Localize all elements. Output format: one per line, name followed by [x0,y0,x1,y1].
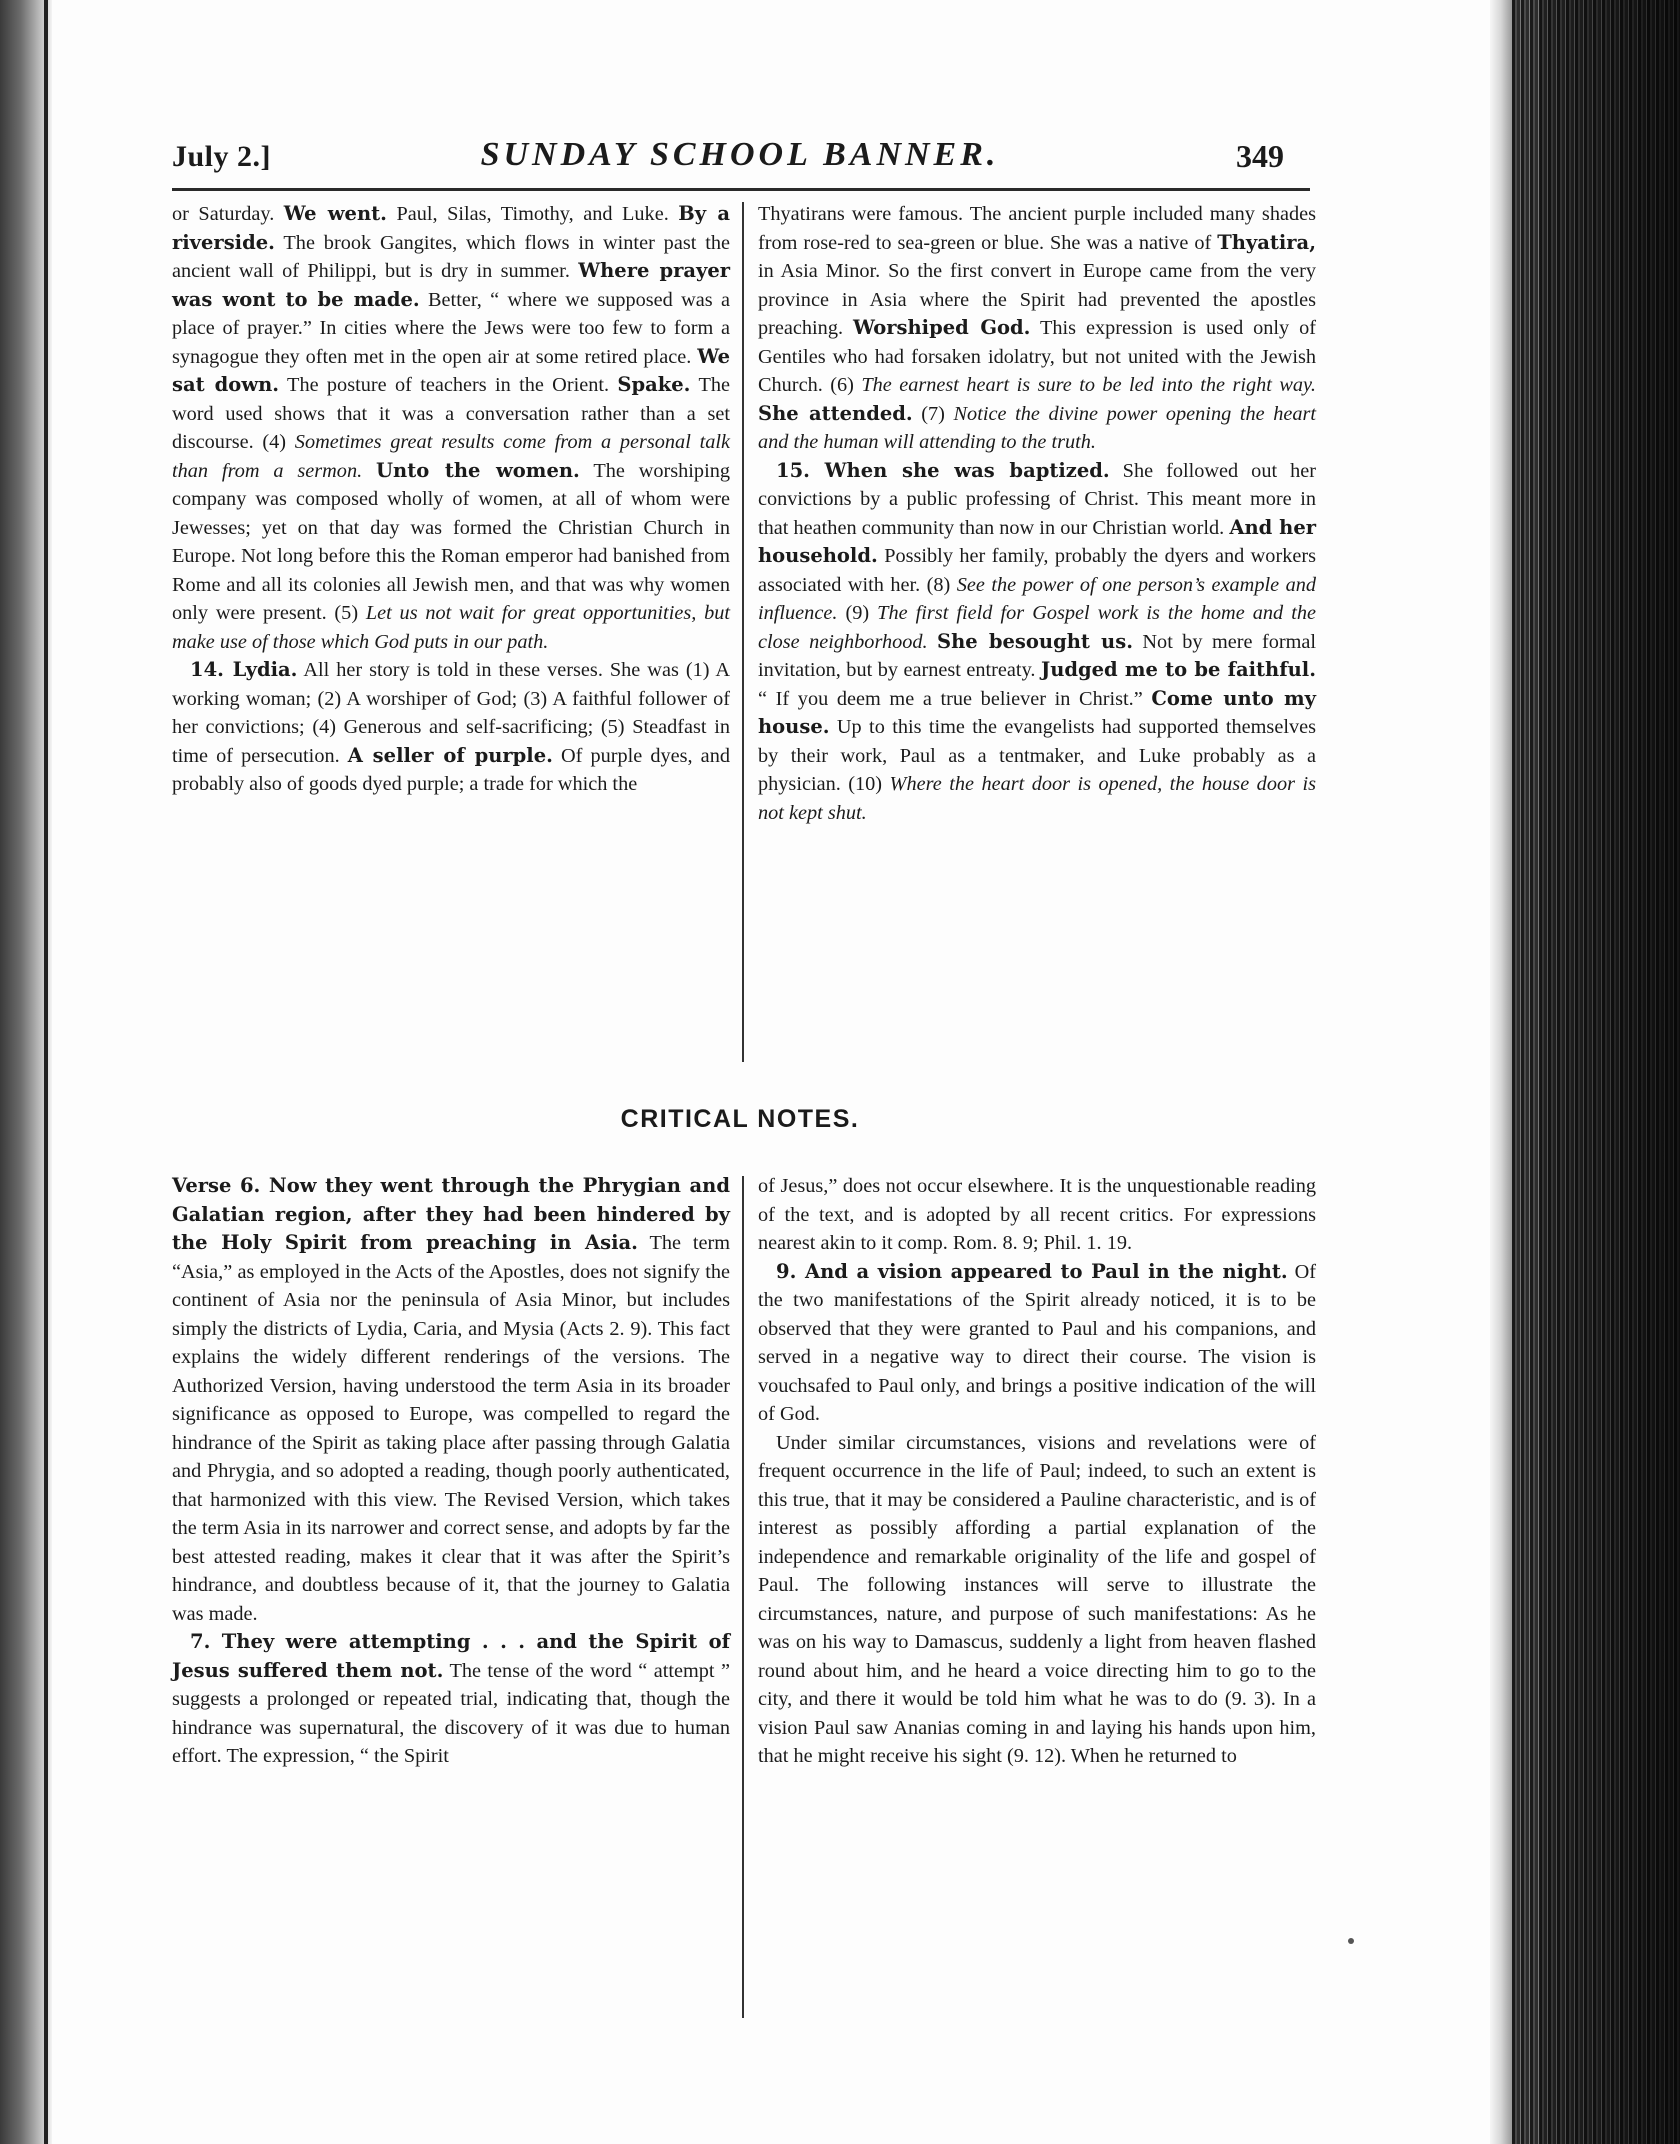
bold-run: She attended. [758,401,913,425]
paragraph [758,1258,1316,1429]
text-run: of Jesus,” does not occur elsewhere. It is the unquestionable reading of the text, and is adopted by all recent critics. For expressions nearest akin to it comp. Rom. 8. 9; Phil. 1. 19. [758,1175,1316,1254]
bold-run: Thyatira, [1217,230,1316,254]
paragraph [758,457,1316,828]
bold-run: 14. Lydia. [190,658,298,681]
bold-run: We went. [283,202,387,225]
italic-run: Notice the divine power opening the heart and the human will attending to the truth. [758,402,1317,453]
italic-run: Let us not wait for great opportunities, but make use of those which God puts in our path. [172,602,730,653]
text-run: Possibly her family, probably the dyers and workers associated with her. (8) [758,545,1316,596]
header-date: July 2.] [172,140,272,173]
text-run: Paul, Silas, Timothy, and Luke. [386,203,679,225]
text-run: in Asia Minor. So the first convert in Europe came from the very province in Asia where the Spirit had prevented the apostles preaching. [758,260,1316,339]
bold-run: We sat down. [172,344,730,396]
text-run: The word used shows that it was a conversation rather than a set discourse. (4) [172,374,730,453]
book-page-stack-shadow [1540,0,1680,2144]
right-column-top [758,200,1316,827]
section-heading: CRITICAL NOTES. [620,1105,860,1133]
italic-run: The first field for Gospel work is the home and the close neighborhood. [758,602,1316,653]
page-number: 349 [1236,138,1284,174]
text-run: (7) [912,402,954,425]
text-run: The brook Gangites, which flows in winter past the ancient wall of Philippi, but is dry in summer. [172,231,730,282]
text-run: All her story is told in these verses. She was (1) A working woman; (2) A worshiper of God; (3) A faithful follower of her convictions; (4) Generous and self-sacrificing; (5) Steadfast in time of persecution. [172,659,730,767]
text-run: Not by mere formal invitation, but by earnest entreaty. [758,630,1316,681]
left-column-top [172,200,730,799]
bold-run: She besought us. [937,629,1133,653]
text-run: Thyatirans were famous. The ancient purple included many shades from rose-red to sea-green or blue. She was a native of [758,203,1316,254]
bold-run: A seller of purple. [347,743,553,767]
italic-run: See the power of one person’s example and influence. [758,573,1316,624]
text-run: The term “Asia,” as employed in the Acts of the Apostles, does not signify the continent of Asia nor the peninsula of Asia Minor, but includes simply the districts of Lydia, Caria, and Mysia (Acts 2. 9). This fact explains the widely different renderings of the versions. The Authorized Version, having understood the term Asia in its broader significance as opposed to Europe, was compelled to regard the hindrance of the Spirit as taking place after passing through Galatia and Phrygia, and so adopted a reading, though poorly authenticated, that harmonized with this view. The Revised Version, which takes the term Asia in its narrower and correct sense, and adopts by far the best attested reading, makes it clear that it was after the Spirit’s hindrance, and doubtless because of it, that the journey to Galatia was made. [172,1232,730,1625]
text-run: Better, “ where we supposed was a place of prayer.” In cities where the Jews were too few to form a synagogue they often met in the open air at some retired place. [172,288,730,368]
text-run: Of purple dyes, and probably also of goods dyed purple; a trade for which the [172,744,730,795]
bold-run: Verse 6. Now they went through the Phrygian and Galatian region, after they had been hindered by the Holy Spirit from preaching in Asia. [172,1174,730,1254]
text-run: The worshiping company was composed wholly of women, at all of whom were Jewesses; yet on that day was formed the Christian Church in Europe. Not long before this the Roman emperor had banished from Rome and all its colonies all Jewish men, and that was why women only were present. (5) [172,459,730,624]
bold-run: Worshiped God. [852,316,1031,339]
italic-run: Where the heart door is opened, the house door is not kept shut. [758,773,1316,824]
text-run: “ If you deem me a true believer in Christ.” [758,687,1152,710]
italic-run: The earnest heart is sure to be led into the right way. [861,374,1316,396]
column-divider-bottom [742,1176,744,2018]
text-run: or Saturday. [172,203,284,225]
bold-run: Spake. [617,373,691,396]
text-run: She followed out her convictions by a public professing of Christ. This meant more in that heathen community than now in our Christian world. [758,459,1316,539]
binding-shadow-line [44,0,48,2144]
bold-run: Unto the women. [376,458,580,482]
bold-run: By a riverside. [172,202,730,254]
text-run: (9) [837,602,878,624]
bold-run: Where prayer was wont to be made. [172,259,731,311]
bold-run: Come unto my house. [758,686,1317,738]
bold-run: 15. When she was baptized. [776,458,1110,482]
paragraph [758,1172,1316,1258]
paragraph [172,656,730,799]
text-run: The posture of teachers in the Orient. [279,374,618,396]
header-rule [172,188,1310,191]
page-edge-right [1490,0,1512,2144]
bold-run: Judged me to be faithful. [1040,658,1316,681]
paragraph [172,200,730,656]
paragraph [758,200,1316,457]
text-run: This expression is used only of Gentiles who had forsaken idolatry, but not united with the Jewish Church. (6) [758,317,1316,396]
right-column-bottom [758,1172,1316,1771]
paragraph [172,1172,730,1628]
text-run [928,631,937,653]
header-title: SUNDAY SCHOOL BANNER. [480,136,1000,173]
bold-run: 7. They were attempting . . . and the Spirit of Jesus suffered them not. [172,1630,730,1682]
paragraph [758,1429,1316,1771]
print-speck [1348,1938,1354,1944]
bold-run: 9. And a vision appeared to Paul in the night. [776,1259,1288,1283]
italic-run: Sometimes great results come from a personal talk than from a sermon. [172,431,730,482]
bold-run: And her household. [758,515,1316,567]
column-divider-top [742,202,744,1062]
paragraph [172,1628,730,1771]
text-run: Under similar circumstances, visions and revelations were of frequent occurrence in the life of Paul; indeed, to such an extent is this true, that it may be considered a Pauline characteristic, and is of interest as possibly affording a partial explanation of the independence and remarkable originality of the life and gospel of Paul. The following instances will serve to illustrate the circumstances, nature, and purpose of such manifestations: As he was on his way to Damascus, suddenly a light from heaven flashed round about him, and he heard a voice directing him to go to the city, and there it would be told him what he was to do (9. 3). In a vision Paul saw Ananias coming in and laying his hands upon him, that he might receive his sight (9. 12). When he returned to [758,1431,1316,1767]
text-run: The tense of the word “ attempt ” suggests a prolonged or repeated trial, indicating that, though the hindrance was supernatural, the discovery of it was due to human effort. The expression, “ the Spirit [172,1659,730,1767]
text-run: Up to this time the evangelists had supported themselves by their work, Paul as a tentmaker, and Luke probably as a physician. (10) [758,716,1316,795]
text-run [362,460,376,482]
left-column-bottom [172,1172,730,1771]
text-run: Of the two manifestations of the Spirit already noticed, it is to be observed that they were granted to Paul and his companions, and served in a negative way to direct their course. The vision is vouchsafed to Paul only, and brings a positive indication of the will of God. [758,1260,1316,1425]
